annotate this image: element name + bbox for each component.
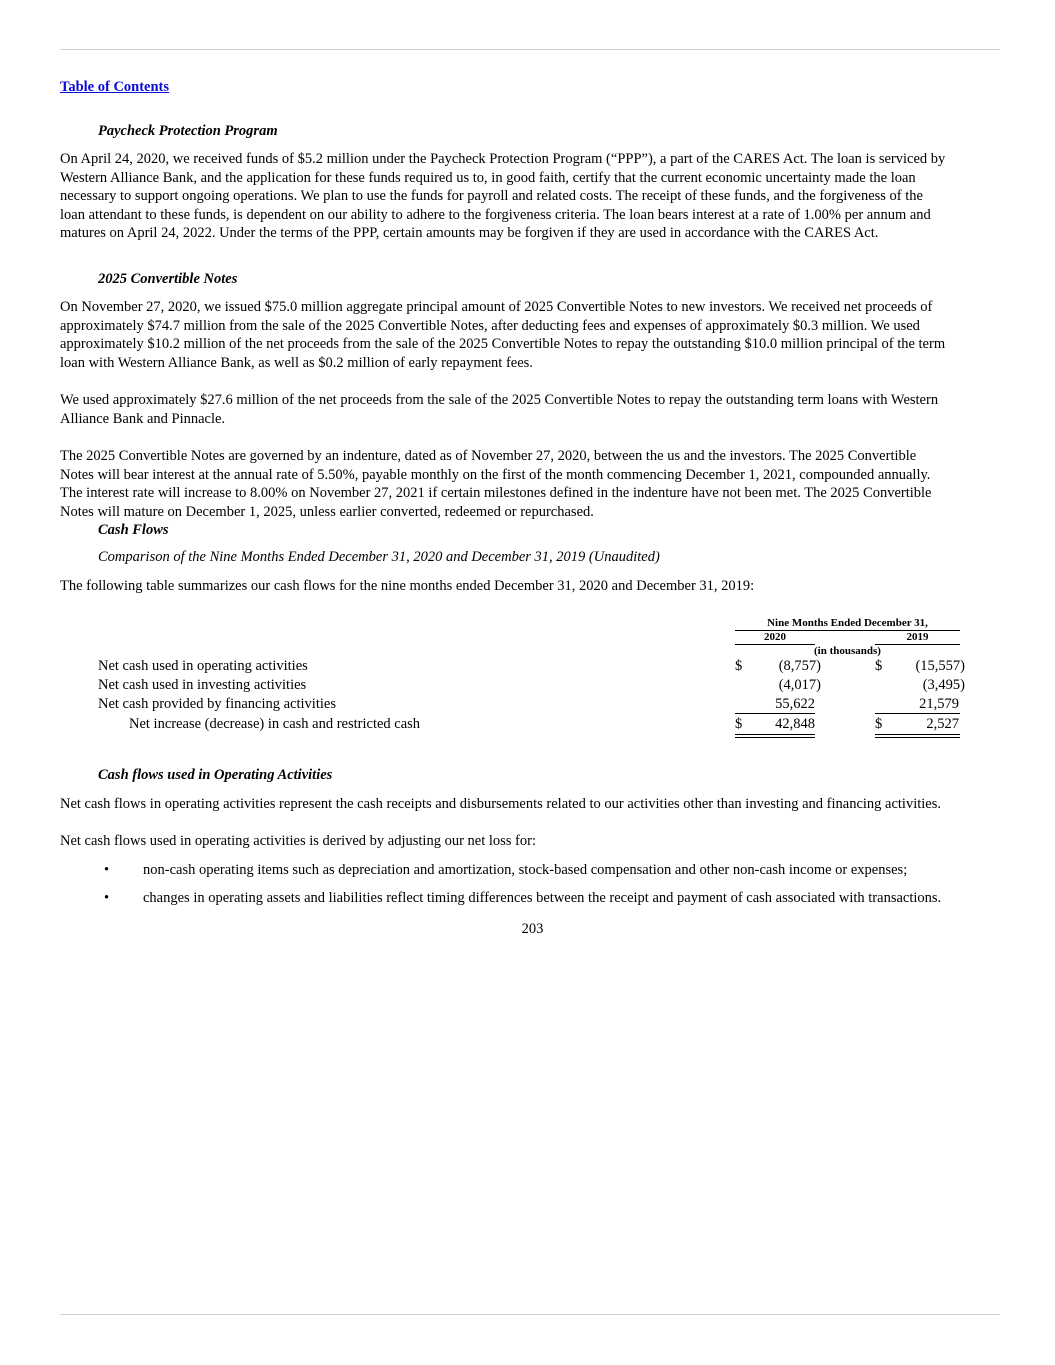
operating-paragraph-2: Net cash flows used in operating activities is derived by adjusting our net loss for:	[60, 833, 536, 849]
table-of-contents-link[interactable]: Table of Contents	[60, 79, 170, 95]
text-line: Western Alliance Bank, and the application for these funds required us to, in good faith, certify that the current economic uncertainty made the loan	[60, 169, 916, 186]
operating-heading: Cash flows used in Operating Activities	[98, 767, 333, 783]
text-line: necessary to support ongoing operations. We plan to use the funds for payroll and related costs. The receipt of these funds, and the forgiveness of the	[60, 188, 923, 205]
page-number: 203	[521, 921, 544, 937]
text-line: approximately $74.7 million from the sale of the 2025 Convertible Notes, after deducting fees and expenses of approximately $0.3 million. We used	[60, 317, 920, 334]
table-cell-2020: 55,622	[775, 696, 815, 712]
currency-symbol: $	[735, 658, 743, 674]
table-cell-2020: (4,017)	[778, 677, 821, 693]
text-line: loan with Western Alliance Bank, as well as $0.2 million of early repayment fees.	[60, 354, 533, 371]
currency-symbol: $	[875, 658, 883, 674]
text-line: We used approximately $27.6 million of the net proceeds from the sale of the 2025 Convertible Notes to repay the outstanding term loans with Western	[60, 392, 939, 408]
text-line: On November 27, 2020, we issued $75.0 million aggregate principal amount of 2025 Convertible Notes to new investors. We received net proceeds of	[60, 299, 933, 315]
total-rule-2019	[875, 737, 960, 738]
total-rule-2020	[735, 734, 815, 735]
cash-flows-intro: The following table summarizes our cash flows for the nine months ended December 31, 2020 and December 31, 2019:	[60, 578, 755, 594]
bullet-marker: •	[104, 862, 110, 878]
subtotal-rule-2019	[875, 713, 960, 714]
text-line: matures on April 24, 2022. Under the terms of the PPP, certain amounts may be forgiven if they are used in accordance with the CARES Act.	[60, 225, 879, 242]
table-period-header: Nine Months Ended December 31,	[767, 617, 928, 629]
table-cell-2019: (3,495)	[922, 677, 965, 693]
ppp-paragraph	[60, 150, 1010, 243]
cash-flows-heading: Cash Flows	[98, 522, 169, 538]
notes-paragraph-2	[60, 391, 1010, 428]
table-row-label: Net cash used in investing activities	[98, 677, 307, 693]
table-row-label: Net cash used in operating activities	[98, 658, 308, 674]
bottom-rule	[60, 1314, 1000, 1315]
notes-paragraph-1	[60, 298, 1010, 372]
table-cell-2019: (15,557)	[915, 658, 965, 674]
total-rule-2020	[735, 737, 815, 738]
table-row-label: Net increase (decrease) in cash and restricted cash	[129, 716, 421, 732]
col-header-2019: 2019	[906, 631, 929, 643]
operating-paragraph-1: Net cash flows in operating activities represent the cash receipts and disbursements related to our activities other than investing and financing activities.	[60, 796, 942, 812]
table-units: (in thousands)	[814, 645, 881, 657]
ppp-heading: Paycheck Protection Program	[98, 123, 278, 139]
bullet-item: non-cash operating items such as depreciation and amortization, stock-based compensation and other non-cash income or expenses;	[143, 862, 908, 878]
text-line: The interest rate will increase to 8.00% on November 27, 2021 if certain milestones defined in the indenture have not been met. The 2025 Convertible	[60, 485, 932, 502]
text-line: Notes will mature on December 1, 2025, unless earlier converted, redeemed or repurchased.	[60, 503, 594, 520]
notes-heading: 2025 Convertible Notes	[98, 271, 238, 287]
table-cell-2019: 2,527	[926, 716, 959, 732]
total-rule-2019	[875, 734, 960, 735]
top-rule	[60, 49, 1000, 50]
table-cell-2020: (8,757)	[778, 658, 821, 674]
text-line: On April 24, 2020, we received funds of $5.2 million under the Paycheck Protection Program (“PPP”), a part of the CARES Act. The loan is serviced by	[60, 151, 946, 167]
col-header-2020: 2020	[764, 631, 786, 643]
cash-flows-subheading: Comparison of the Nine Months Ended December 31, 2020 and December 31, 2019 (Unaudited)	[98, 549, 660, 565]
table-cell-2020: 42,848	[775, 716, 815, 732]
text-line: loan attendant to these funds, is dependent on our ability to adhere to the forgiveness criteria. The loan bears interest at a rate of 1.00% per annum and	[60, 206, 931, 223]
text-line: Notes will bear interest at the annual rate of 5.50%, payable monthly on the first of the month commencing December 1, 2021, compounded annually.	[60, 466, 931, 483]
bullet-marker: •	[104, 890, 110, 906]
table-row-label: Net cash provided by financing activities	[98, 696, 336, 712]
notes-paragraph-3	[60, 447, 1010, 521]
subtotal-rule-2020	[735, 713, 815, 714]
text-line: Alliance Bank and Pinnacle.	[60, 410, 226, 427]
bullet-item: changes in operating assets and liabilities reflect timing differences between the receipt and payment of cash associated with transactions.	[143, 890, 942, 906]
text-line: The 2025 Convertible Notes are governed by an indenture, dated as of November 27, 2020, between the us and the investors. The 2025 Convertible	[60, 448, 917, 464]
currency-symbol: $	[735, 716, 743, 732]
text-line: approximately $10.2 million of the net proceeds from the sale of the 2025 Convertible Notes to repay the outstanding $10.0 million principal of the term	[60, 336, 946, 353]
table-cell-2019: 21,579	[919, 696, 959, 712]
currency-symbol: $	[875, 716, 883, 732]
